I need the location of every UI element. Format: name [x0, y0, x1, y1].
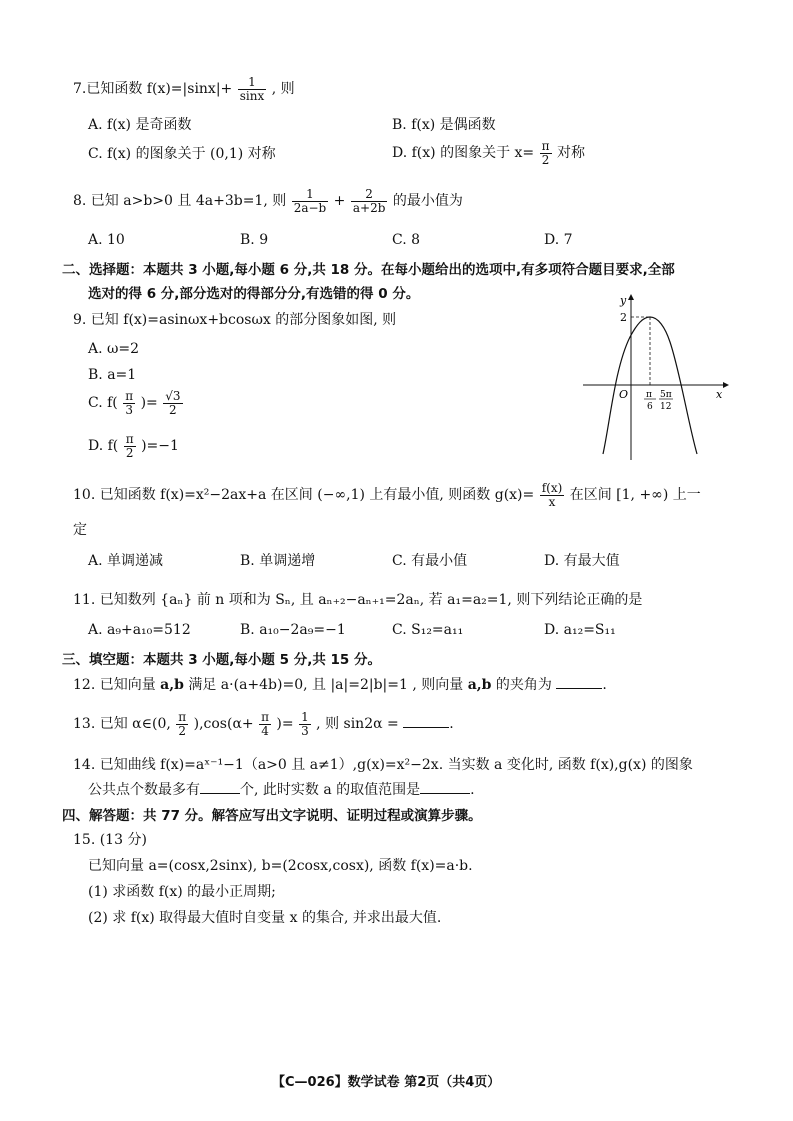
q10-option-c: C. 有最小值 — [392, 553, 468, 569]
q11-stem: 11. 已知数列 {aₙ} 前 n 项和为 Sₙ, 且 aₙ₊₂−aₙ₊₁=2aₙ, 若 a₁=a₂=1, 则下列结论正确的是 — [73, 592, 643, 608]
q12-stem-pre: 12. 已知向量 — [73, 677, 161, 693]
q15-head: 15. (13 分) — [73, 832, 147, 848]
q9-c-vden: 2 — [169, 402, 177, 417]
q8-frac-2 — [351, 188, 388, 214]
q7-option-d-post: 对称 — [556, 145, 585, 162]
q13-answer-blank[interactable] — [403, 727, 449, 728]
q9-d-arg — [124, 433, 136, 459]
q9-c-value — [163, 390, 182, 416]
q8-plus: + — [333, 193, 346, 210]
q7-option-d — [392, 140, 585, 166]
q12-vectors-2: a,b — [467, 677, 492, 693]
q14-line1: 14. 已知曲线 f(x)=aˣ⁻¹−1（a>0 且 a≠1）,g(x)=x²−2x. 当实数 a 变化时, 函数 f(x),g(x) 的图象 — [73, 757, 693, 773]
q12-stem-post: 的夹角为 — [491, 677, 552, 693]
q8-f2-num: 2 — [351, 188, 388, 202]
q13-frac-1 — [176, 711, 188, 737]
q9-c-num: π — [125, 389, 134, 403]
section3-title: 三、填空题：本题共 3 小题,每小题 5 分,共 15 分。 — [62, 652, 382, 668]
q14-answer-blank-1[interactable] — [200, 793, 240, 794]
page-footer: 【C—026】数学试卷 第2页（共4页） — [272, 1075, 501, 1090]
q8-option-d: D. 7 — [544, 232, 573, 248]
q8-frac-1 — [292, 188, 329, 214]
tick1-den: 6 — [647, 402, 653, 412]
tick2-num: 5π — [660, 390, 672, 400]
q9-c-vnum: √3 — [165, 389, 181, 403]
q8-stem — [73, 188, 463, 214]
q9-d-post: )=−1 — [141, 438, 179, 455]
q11-option-c: C. S₁₂=a₁₁ — [392, 622, 464, 638]
q8-option-a: A. 10 — [88, 232, 125, 248]
q9-graph — [580, 292, 730, 464]
q11-option-d: D. a₁₂=S₁₁ — [544, 622, 616, 638]
q13-mid2: )= — [276, 716, 294, 733]
q9-c-pre: C. f( — [88, 395, 118, 412]
q7-fraction — [238, 76, 267, 102]
q13-post: , 则 sin2α = — [316, 716, 399, 733]
q14-line2-mid: 个, 此时实数 a 的取值范围是 — [240, 782, 421, 798]
q7-frac-num: 1 — [238, 76, 267, 90]
q13-d3: 3 — [301, 723, 309, 738]
y-axis-label: y — [620, 294, 627, 307]
q10-line1 — [73, 482, 701, 508]
q9-d-pre: D. f( — [88, 438, 119, 455]
q13-end: . — [449, 716, 454, 733]
q7-d-den: 2 — [541, 152, 550, 167]
q7-option-b: B. f(x) 是偶函数 — [392, 117, 496, 133]
q10-line1-pre: 10. 已知函数 f(x)=x²−2ax+a 在区间 (−∞,1) 上有最小值, 则函数 g(x)= — [73, 487, 535, 504]
q12-end: . — [602, 677, 607, 693]
origin-label: O — [619, 388, 629, 401]
q9-d-den: 2 — [125, 445, 134, 460]
q8-option-b: B. 9 — [240, 232, 269, 248]
tick2-den: 12 — [660, 402, 672, 412]
q7-frac-den: sinx — [239, 88, 265, 103]
x-axis-arrow — [723, 382, 729, 388]
q7-option-a: A. f(x) 是奇函数 — [88, 117, 192, 133]
q7-d-num: π — [541, 139, 550, 153]
q8-option-c: C. 8 — [392, 232, 421, 248]
tick1-num: π — [646, 390, 652, 400]
q9-c-mid: )= — [140, 395, 158, 412]
q13-d2: 4 — [261, 723, 269, 738]
q10-fraction — [540, 482, 565, 508]
q13-stem — [73, 711, 454, 737]
q14-line2-end: . — [470, 782, 475, 798]
q15-part2: (2) 求 f(x) 取得最大值时自变量 x 的集合, 并求出最大值. — [88, 910, 442, 926]
q15-line1: 已知向量 a=(cosx,2sinx), b=(2cosx,cosx), 函数 f(x)=a·b. — [88, 858, 473, 874]
q13-n2: π — [261, 710, 269, 724]
section2-line2: 选对的得 6 分,部分选对的得部分分,有选错的得 0 分。 — [88, 286, 420, 302]
q9-option-a: A. ω=2 — [88, 341, 140, 357]
q13-frac-2 — [259, 711, 271, 737]
q12-answer-blank[interactable] — [556, 688, 602, 689]
q14-answer-blank-2[interactable] — [420, 793, 470, 794]
q13-pre: 13. 已知 α∈(0, — [73, 716, 171, 733]
max-value-label: 2 — [620, 311, 627, 324]
q13-n3: 1 — [301, 710, 309, 724]
section4-title: 四、解答题：共 77 分。解答应写出文字说明、证明过程或演算步骤。 — [62, 808, 482, 824]
y-axis-arrow — [628, 294, 634, 300]
q9-c-den: 3 — [125, 402, 133, 417]
q7-option-d-pre: D. f(x) 的图象关于 x= — [392, 145, 535, 162]
q9-option-b: B. a=1 — [88, 367, 137, 383]
q13-d1: 2 — [178, 723, 187, 738]
q7-stem — [73, 76, 295, 102]
q14-line2-pre: 公共点个数最多有 — [88, 782, 200, 798]
q10-line2: 定 — [73, 522, 87, 538]
q11-option-b: B. a₁₀−2a₉=−1 — [240, 622, 346, 638]
section2-line1: 二、选择题：本题共 3 小题,每小题 6 分,共 18 分。在每小题给出的选项中,有多项符合题目要求,全部 — [62, 262, 675, 278]
q13-n1: π — [178, 710, 187, 724]
q7-option-c: C. f(x) 的图象关于 (0,1) 对称 — [88, 146, 276, 162]
q7-option-d-frac — [540, 140, 552, 166]
q8-f1-den: 2a−b — [293, 200, 327, 215]
q12-stem-mid: 满足 a·(a+4b)=0, 且 |a|=2|b|=1 , 则向量 — [183, 677, 468, 693]
q7-stem-post: , 则 — [271, 81, 295, 98]
q13-mid: ),cos(α+ — [193, 716, 254, 733]
q7-stem-pre: 7.已知函数 f(x)=|sinx|+ — [73, 81, 233, 98]
q12-stem — [73, 677, 607, 695]
q13-frac-3 — [299, 711, 311, 737]
q10-frac-den: x — [548, 494, 556, 509]
q9-c-arg — [123, 390, 135, 416]
q9-option-d — [88, 433, 179, 459]
x-axis-label: x — [716, 388, 723, 401]
q10-line1-post: 在区间 [1, +∞) 上一 — [569, 487, 701, 504]
q14-line2 — [88, 782, 475, 800]
q8-stem-pre: 8. 已知 a>b>0 且 4a+3b=1, 则 — [73, 193, 287, 210]
q8-f1-num: 1 — [292, 188, 329, 202]
q10-frac-num: f(x) — [541, 481, 563, 495]
q15-part1: (1) 求函数 f(x) 的最小正周期; — [88, 884, 276, 900]
q10-option-b: B. 单调递增 — [240, 553, 316, 569]
q8-stem-post: 的最小值为 — [392, 193, 463, 210]
q12-vectors: a,b — [160, 677, 184, 693]
q9-d-num: π — [125, 432, 134, 446]
q9-stem: 9. 已知 f(x)=asinωx+bcosωx 的部分图象如图, 则 — [73, 312, 397, 328]
q8-f2-den: a+2b — [352, 200, 386, 215]
q9-option-c — [88, 390, 184, 416]
q10-option-d: D. 有最大值 — [544, 553, 620, 569]
q11-option-a: A. a₉+a₁₀=512 — [88, 622, 191, 638]
q10-option-a: A. 单调递减 — [88, 553, 164, 569]
